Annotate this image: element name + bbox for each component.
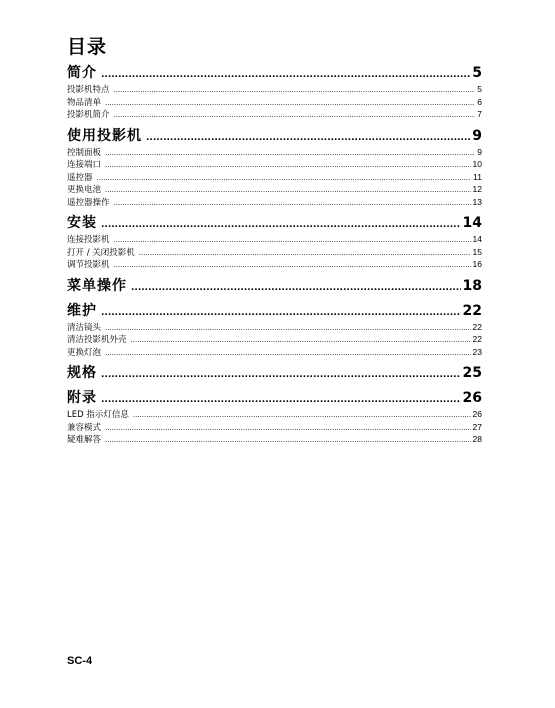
dot-leader: [105, 422, 471, 435]
dot-leader: [101, 395, 461, 405]
dot-leader: [114, 259, 471, 272]
toc-section: [67, 212, 482, 275]
toc-section-page-number: 26: [462, 390, 482, 406]
toc-item-page-number: 15: [472, 246, 482, 257]
dot-leader: [101, 308, 461, 318]
toc-item-title: 物品清单: [67, 97, 102, 108]
toc-item-entry[interactable]: [67, 333, 482, 346]
toc-item-title: 投影机特点: [67, 85, 110, 95]
toc-item-title: 遥控器操作: [67, 197, 110, 208]
toc-section-entry[interactable]: [67, 300, 482, 321]
toc-item-entry[interactable]: [67, 158, 482, 171]
toc-section: [67, 362, 482, 387]
toc-item-page-number: 13: [472, 196, 482, 207]
dot-leader: [105, 322, 471, 335]
dot-leader: [114, 197, 471, 210]
toc-item-entry[interactable]: [67, 183, 482, 196]
toc-item-page-number: 16: [472, 259, 482, 269]
toc-section-entry[interactable]: [67, 362, 482, 383]
toc-section: [67, 275, 482, 300]
dot-leader: [105, 347, 471, 360]
toc-section-title: 附录: [67, 390, 97, 406]
toc-item-page-number: 12: [472, 184, 482, 194]
toc-section-title: 简介: [67, 65, 97, 81]
toc-section: [67, 300, 482, 363]
toc-item-page-number: 23: [472, 346, 482, 357]
toc-section-entry[interactable]: [67, 62, 482, 83]
dot-leader: [105, 97, 475, 110]
toc-item-title: 兼容模式: [67, 422, 102, 433]
toc-section-page-number: 5: [472, 65, 482, 81]
toc-section-page-number: 9: [472, 127, 482, 144]
toc-item-entry[interactable]: [67, 108, 482, 121]
dot-leader: [131, 283, 461, 293]
dot-leader: [105, 147, 475, 160]
toc-item-entry[interactable]: [67, 171, 482, 184]
toc-section: [67, 387, 482, 450]
toc-section-entry[interactable]: [67, 275, 482, 296]
toc-item-page-number: 22: [472, 321, 482, 332]
toc-item-title: 遥控器: [67, 172, 93, 183]
dot-leader: [114, 109, 476, 122]
toc-section-page-number: 25: [462, 365, 482, 381]
toc-section-title: 安装: [67, 215, 97, 231]
toc-section: [67, 125, 482, 213]
toc-item-entry[interactable]: [67, 146, 482, 159]
dot-leader: [105, 184, 471, 197]
toc-item-page-number: 6: [477, 96, 482, 107]
toc-section-title: 维护: [67, 302, 97, 319]
toc-item-entry[interactable]: [67, 196, 482, 209]
toc-section-page-number: 14: [462, 215, 482, 231]
toc-item-page-number: 22: [472, 334, 482, 344]
toc-item-page-number: 27: [472, 421, 482, 432]
toc-section-title: 规格: [67, 365, 97, 381]
toc-item-title: 调节投影机: [67, 260, 110, 270]
toc-item-title: 连接投影机: [67, 235, 110, 245]
toc-section-title: 使用投影机: [67, 127, 142, 144]
toc-item-title: 清洁镜头: [67, 322, 102, 333]
dot-leader: [101, 70, 470, 80]
toc-item-page-number: 11: [473, 171, 482, 182]
toc-item-title: 投影机简介: [67, 110, 110, 120]
toc-item-entry[interactable]: [67, 233, 482, 246]
table-of-contents: [67, 62, 482, 450]
toc-item-title: 打开 / 关闭投影机: [67, 247, 135, 258]
page-title: 目录: [67, 36, 108, 58]
page-number-footer: SC-4: [67, 655, 93, 667]
dot-leader: [146, 133, 470, 143]
toc-item-page-number: 5: [477, 84, 482, 94]
toc-item-entry[interactable]: [67, 346, 482, 359]
dot-leader: [101, 370, 461, 380]
toc-item-entry[interactable]: [67, 421, 482, 434]
toc-item-entry[interactable]: [67, 258, 482, 271]
toc-item-title: 疑难解答: [67, 435, 102, 445]
toc-section-entry[interactable]: [67, 125, 482, 146]
toc-item-page-number: 28: [472, 434, 482, 444]
toc-item-entry[interactable]: [67, 83, 482, 96]
toc-section-entry[interactable]: [67, 387, 482, 408]
dot-leader: [131, 334, 471, 347]
toc-item-page-number: 14: [472, 234, 482, 244]
toc-item-title: 更换灯泡: [67, 347, 102, 358]
toc-item-title: 控制面板: [67, 147, 102, 158]
toc-section-page-number: 22: [462, 302, 482, 319]
toc-section: [67, 62, 482, 125]
dot-leader: [105, 434, 471, 447]
dot-leader: [114, 234, 471, 247]
dot-leader: [114, 84, 476, 97]
toc-item-page-number: 10: [472, 159, 482, 169]
toc-item-page-number: 26: [472, 409, 482, 419]
toc-section-entry[interactable]: [67, 212, 482, 233]
toc-item-page-number: 9: [477, 146, 482, 157]
toc-item-entry[interactable]: [67, 321, 482, 334]
dot-leader: [105, 159, 471, 172]
toc-item-entry[interactable]: [67, 408, 482, 421]
toc-section-title: 菜单操作: [67, 277, 127, 294]
toc-section-page-number: 18: [462, 277, 482, 294]
toc-item-entry[interactable]: [67, 96, 482, 109]
toc-item-entry[interactable]: [67, 433, 482, 446]
toc-item-title: 连接端口: [67, 160, 102, 170]
dot-leader: [133, 409, 471, 422]
toc-item-title: 清洁投影机外壳: [67, 335, 127, 345]
dot-leader: [139, 247, 471, 260]
toc-item-entry[interactable]: [67, 246, 482, 259]
toc-item-title: LED 指示灯信息: [67, 410, 129, 420]
dot-leader: [101, 220, 461, 230]
toc-item-title: 更换电池: [67, 185, 102, 195]
dot-leader: [97, 172, 472, 185]
toc-item-page-number: 7: [477, 109, 482, 119]
